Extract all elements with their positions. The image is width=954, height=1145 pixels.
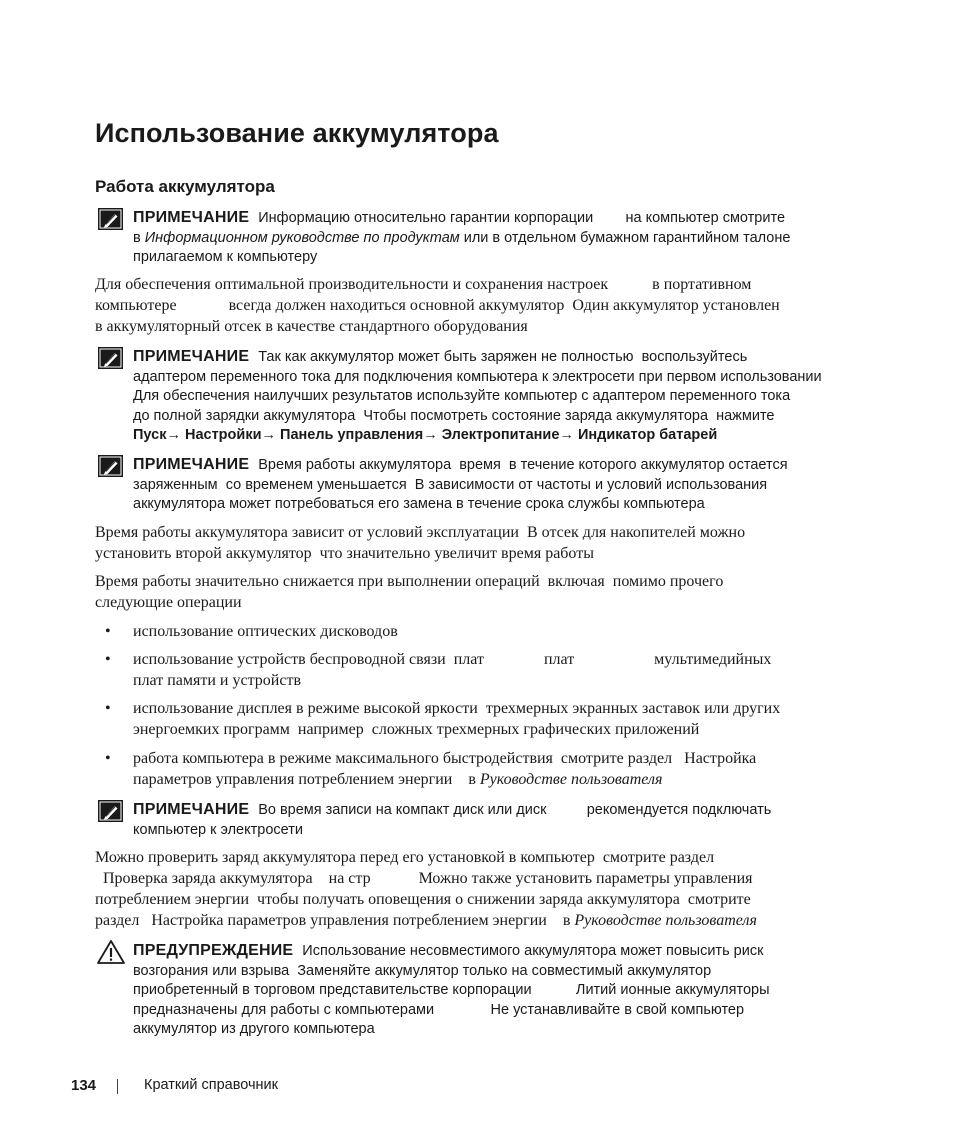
page-title: Использование аккумулятора: [95, 118, 499, 148]
note-battery-life: ПРИМЕЧАНИЕ Время работы аккумулятора время в течение которого аккумулятор остается заряженным со временем уменьшается В зависимости от частоты и условий использования аккумулятора может потребоваться его замена в течение срока службы компьютера: [133, 456, 788, 512]
note-label: ПРИМЕЧАНИЕ: [133, 801, 250, 818]
pencil-note-icon: [98, 800, 123, 822]
section-heading: Работа аккумулятора: [95, 177, 275, 196]
list-item: использование устройств беспроводной связи плат плат мультимедийных плат памяти и устройств: [133, 651, 772, 689]
list-item: работа компьютера в режиме максимального быстродействия смотрите раздел Настройка параметров управления потреблением энергии в Руководстве пользователя: [133, 750, 757, 788]
page-number: 134: [71, 1077, 97, 1094]
list-item: использование оптических дисководов: [133, 623, 398, 640]
warning-label: ПРЕДУПРЕЖДЕНИЕ: [133, 942, 294, 959]
paragraph-reduced-time: Время работы значительно снижается при выполнении операций включая помимо прочего следующие операции: [95, 573, 724, 611]
bullet-marker: •: [105, 651, 111, 668]
pencil-note-icon: [98, 455, 123, 477]
paragraph-operating-time: Время работы аккумулятора зависит от условий эксплуатации В отсек для накопителей можно установить второй аккумулятор что значительно увеличит время работы: [95, 524, 746, 562]
bullet-marker: •: [105, 700, 111, 717]
footer-divider: [117, 1079, 118, 1094]
paragraph-main-battery: Для обеспечения оптимальной производительности и сохранения настроек в портативном компьютере всегда должен находиться основной аккумулятор Один аккумулятор установлен в аккумуляторный отсек в качестве стандартного оборудования: [95, 276, 780, 335]
note-label: ПРИМЕЧАНИЕ: [133, 209, 250, 226]
document-title: Краткий справочник: [144, 1077, 278, 1093]
warning-incompatible-battery: ПРЕДУПРЕЖДЕНИЕ Использование несовместимого аккумулятора может повысить риск возгорания или взрыва Заменяйте аккумулятор только на совместимый аккумулятор приобретенный в торговом представительстве корпорации Литий ионные аккумуляторы предназначены для работы с компьютерами Не устанавливайте в свой компьютер аккумулятор из другого компьютера: [133, 942, 770, 1037]
note-warranty: ПРИМЕЧАНИЕ Информацию относительно гарантии корпорации на компьютер смотрите в Информационном руководстве по продуктам или в отдельном бумажном гарантийном талоне прилагаемом к компьютеру: [133, 209, 791, 265]
document-reference: Информационном руководстве по продуктам: [144, 229, 460, 246]
bullet-marker: •: [105, 750, 111, 767]
warning-triangle-icon: [96, 939, 126, 965]
pencil-note-icon: [98, 347, 123, 369]
bullet-marker: •: [105, 623, 111, 640]
document-reference: Руководстве пользователя: [574, 912, 757, 929]
note-disc-recording: ПРИМЕЧАНИЕ Во время записи на компакт диск или диск рекомендуется подключать компьютер к электросети: [133, 801, 772, 838]
page-footer: [0, 1077, 954, 1097]
pencil-note-icon: [98, 208, 123, 230]
document-reference: Руководстве пользователя: [479, 771, 663, 788]
note-label: ПРИМЕЧАНИЕ: [133, 348, 250, 365]
menu-path: Пуск→ Настройки→ Панель управления→ Электропитание→ Индикатор батарей: [133, 427, 718, 443]
paragraph-check-charge: Можно проверить заряд аккумулятора перед его установкой в компьютер смотрите раздел Проверка заряда аккумулятора на стр Можно также установить параметры управления потреблением энергии чтобы получать оповещения о снижении заряда аккумулятора смотрите раздел Настройка параметров управления потреблением энергии в Руководстве пользователя: [95, 849, 757, 929]
note-label: ПРИМЕЧАНИЕ: [133, 456, 250, 473]
note-charging: ПРИМЕЧАНИЕ Так как аккумулятор может быть заряжен не полностью воспользуйтесь адаптером переменного тока для подключения компьютера к электросети при первом использовании Для обеспечения наилучших результатов используйте компьютер с адаптером переменного тока до полной зарядки аккумулятора Чтобы посмотреть состояние заряда аккумулятора нажмите Пуск→ Настройки→ Панель управления→ Электропитание→ Индикатор батарей: [133, 347, 863, 446]
list-item: использование дисплея в режиме высокой яркости трехмерных экранных заставок или других энергоемких программ например сложных трехмерных графических приложений: [133, 700, 781, 738]
